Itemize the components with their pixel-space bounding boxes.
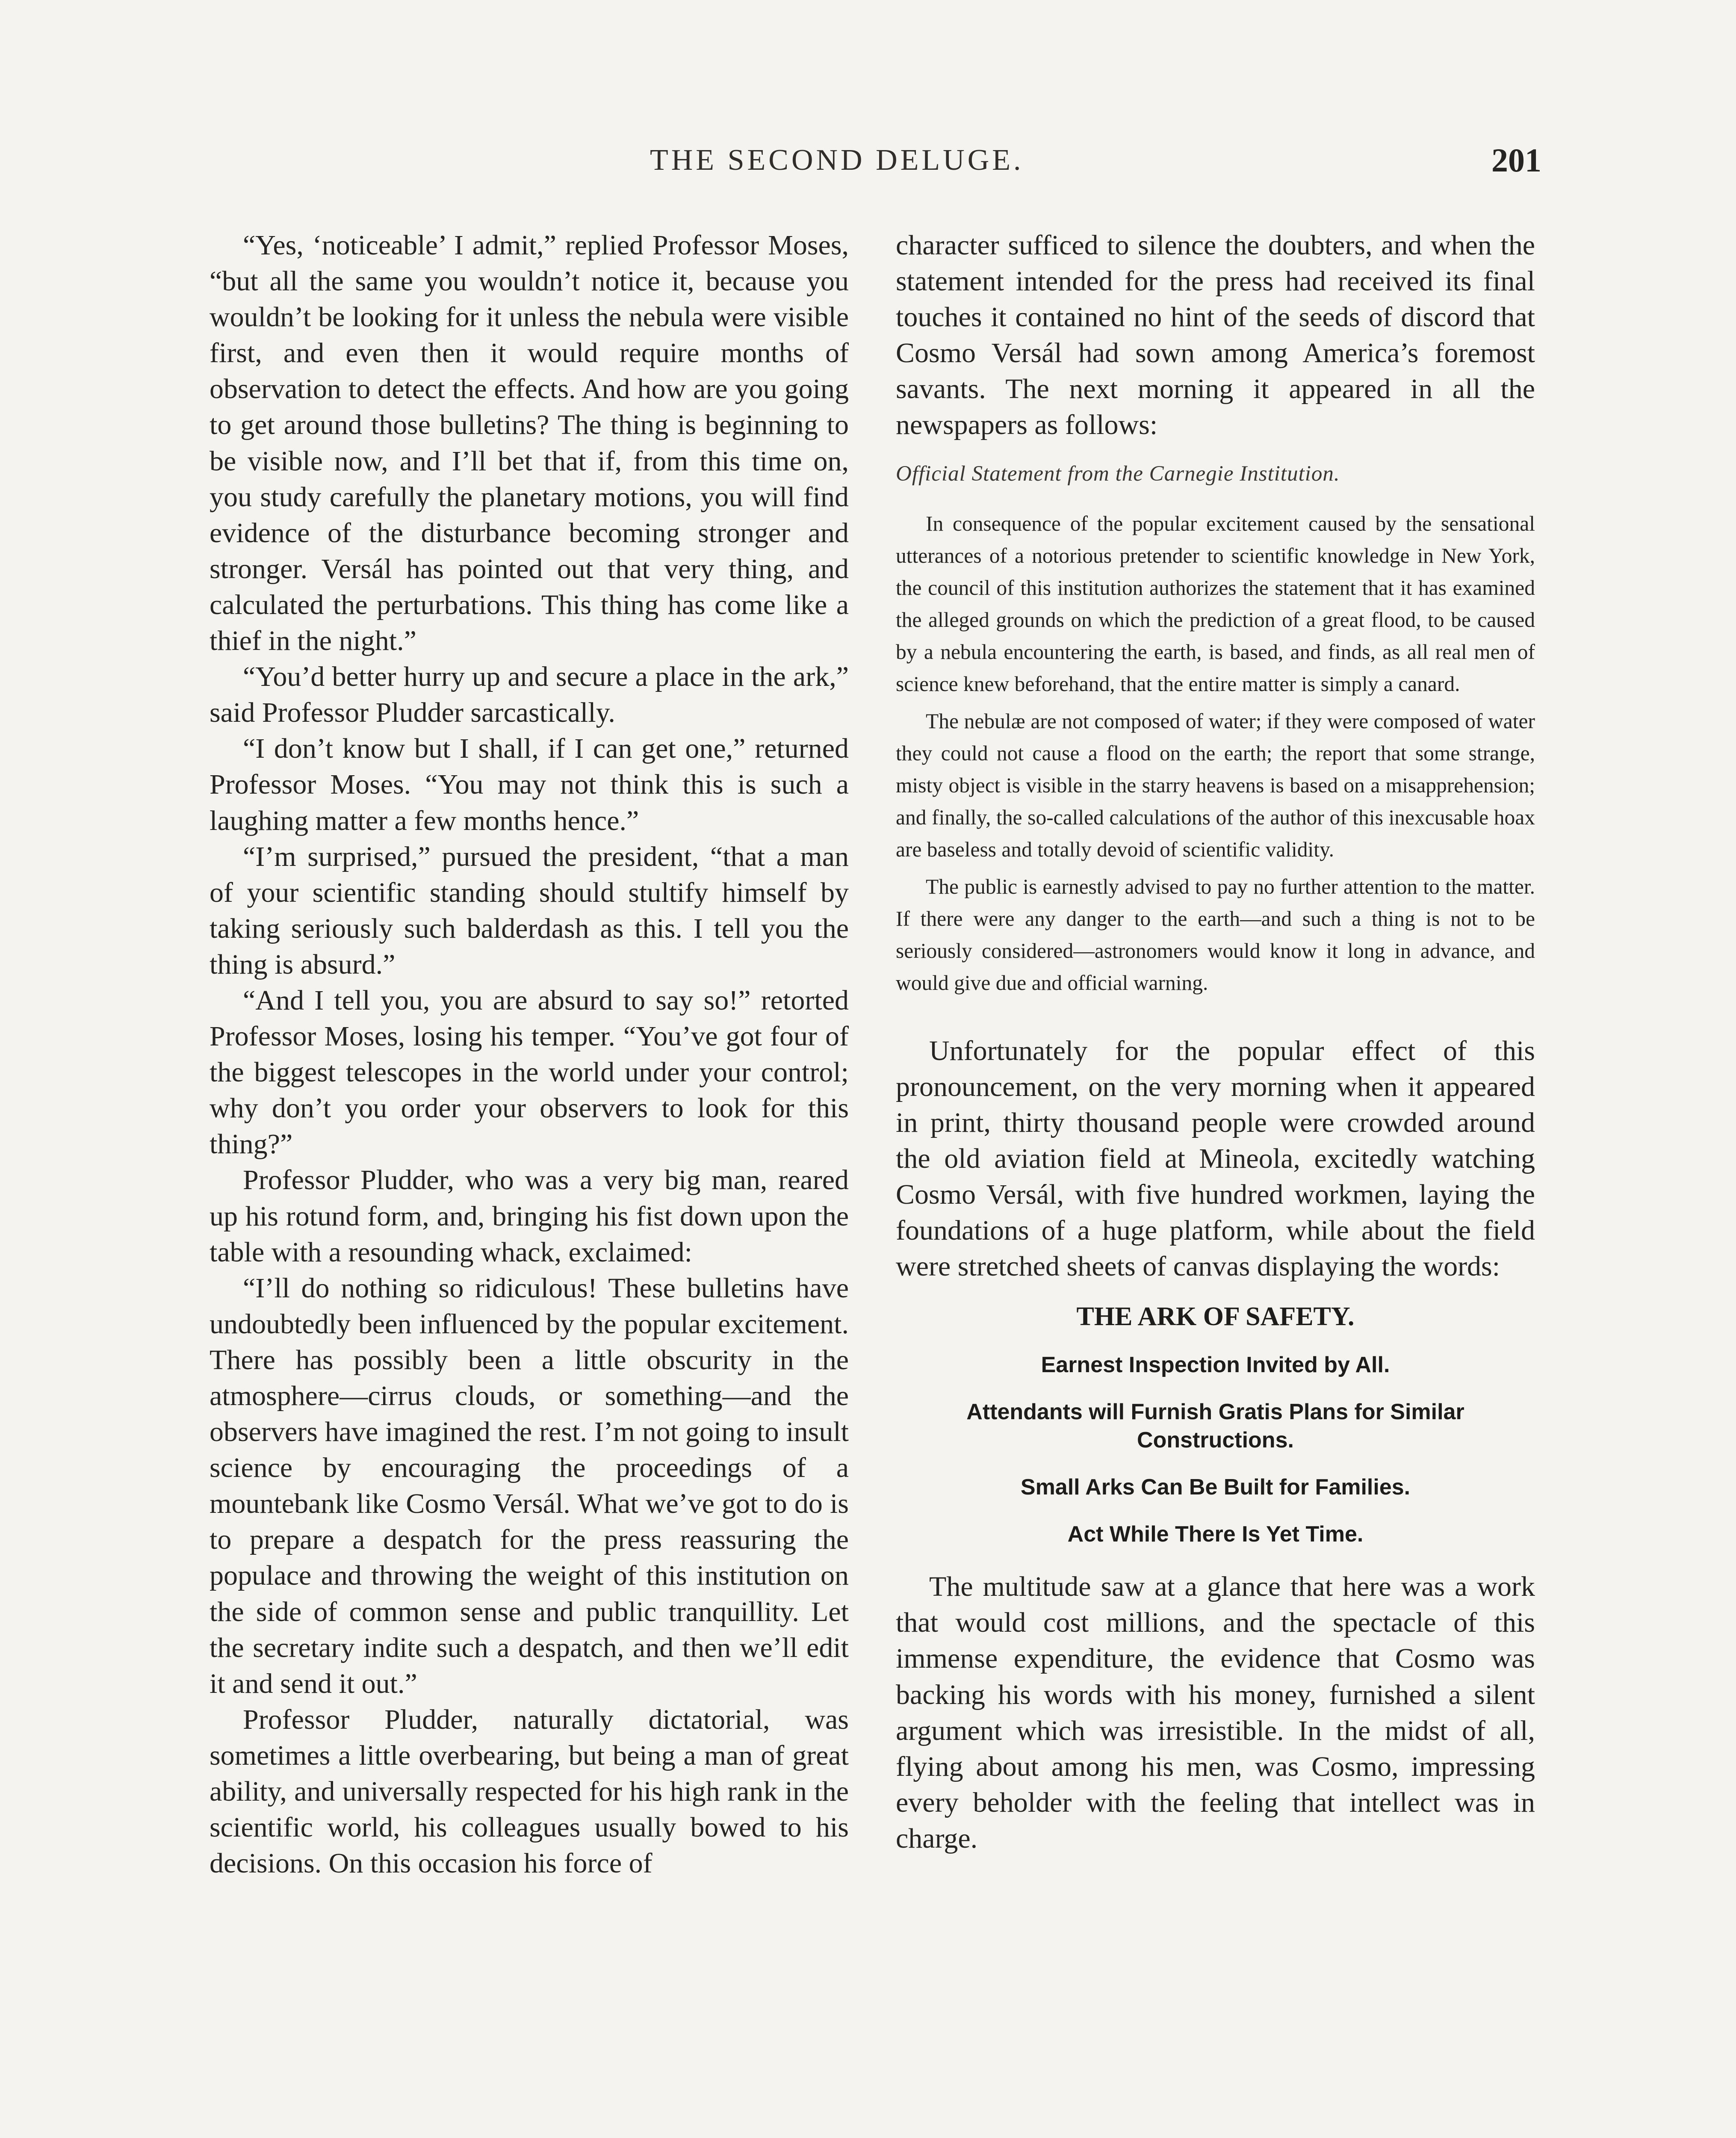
paragraph: “Yes, ‘noticeable’ I admit,” replied Professor Moses, “but all the same you wouldn’t notice it, because you wouldn’t be looking for it unless the nebula were visible first, and even then it would require months of observation to detect the effects. And how are you going to get around those bulletins? The thing is beginning to be visible now, and I’ll bet that if, from this time on, you study carefully the planetary motions, you will find evidence of the disturbance becoming stronger and stronger. Versál has pointed out that very thing, and calculated the perturbations. This thing has come like a thief in the night.” [210, 230, 849, 657]
page-number: 201 [1491, 142, 1541, 179]
sign-title: THE ARK OF SAFETY. [1076, 1302, 1355, 1332]
spacer [896, 999, 1535, 1033]
paragraph: Unfortunately for the popular effect of this pronouncement, on the very morning when it appeared in print, thirty thousand people were crowded around the old aviation field at Mineola, excitedly watching Cosmo Versál, with five hundred workmen, laying the foundations of a huge platform, while about the field were stretched sheets of canvas displaying the words: [896, 1035, 1535, 1282]
paragraph: The multitude saw at a glance that here was a work that would cost millions, and the spectacle of this immense expenditure, the evidence that Cosmo was backing his words with his money, furnished a silent argument which was irresistible. In the midst of all, flying about among his men, was Cosmo, impressing every beholder with the feeling that intellect was in charge. [896, 1571, 1535, 1854]
canvas-sign [896, 1302, 1535, 1548]
paragraph: “I’ll do nothing so ridiculous! These bulletins have undoubtedly been influenced by the popular excitement. There has possibly been a little obscurity in the atmosphere—cirrus clouds, or something—and the observers have imagined the rest. I’m not going to insult science by encouraging the proceedings of a mountebank like Cosmo Versál. What we’ve got to do is to prepare a despatch for the press reassuring the populace and throwing the weight of this institution on the side of common sense and public tranquillity. Let the secretary indite such a despatch, and then we’ll edit it and send it out.” [210, 1272, 849, 1699]
running-title: THE SECOND DELUGE. [650, 144, 1024, 177]
statement-caption: Official Statement from the Carnegie Institution. [896, 461, 1340, 486]
continued-paragraph: character sufficed to silence the doubters, and when the statement intended for the press had received its final touches it contained no hint of the seeds of discord that Cosmo Versál had sown among America’s foremost savants. The next morning it appeared in all the newspapers as follows: [896, 230, 1535, 441]
paragraph: Professor Pludder, who was a very big man, reared up his rotund form, and, bringing his fist down upon the table with a resounding whack, exclaimed: [210, 1164, 849, 1268]
paragraph: Professor Pludder, naturally dictatorial, was sometimes a little overbearing, but being a man of great ability, and universally respected for his high rank in the scientific world, his colleagues usually bowed to his decisions. On this occasion his force of [210, 1704, 849, 1879]
statement-paragraph: The public is earnestly advised to pay no further attention to the matter. If there were any danger to the earth—and such a thing is not to be seriously considered—astronomers would know it long in advance, and would give due and official warning. [896, 874, 1535, 995]
statement-paragraph: In consequence of the popular excitement caused by the sensational utterances of a notorious pretender to scientific knowledge in New York, the council of this institution authorizes the statement that it has examined the alleged grounds on which the prediction of a great flood, to be caused by a nebula encountering the earth, is based, and finds, as all real men of science knew beforehand, that the entire matter is simply a canard. [896, 511, 1535, 696]
paragraph: “You’d better hurry up and secure a place in the ark,” said Professor Pludder sarcastically. [210, 661, 849, 729]
paragraph: “I don’t know but I shall, if I can get one,” returned Professor Moses. “You may not think this is such a laughing matter a few months hence.” [210, 733, 849, 836]
paragraph: “And I tell you, you are absurd to say so!” retorted Professor Moses, losing his temper. “You’ve got four of the biggest telescopes in the world under your control; why don’t you order your observers to look for this thing?” [210, 984, 849, 1160]
left-column [210, 227, 849, 1881]
paragraph: “I’m surprised,” pursued the president, “that a man of your scientific standing should stultify himself by taking seriously such balderdash as this. I tell you the thing is absurd.” [210, 841, 849, 980]
sign-line: Attendants will Furnish Gratis Plans for Similar Constructions. [966, 1400, 1464, 1453]
sign-line: Earnest Inspection Invited by All. [1041, 1352, 1390, 1378]
sign-line: Small Arks Can Be Built for Families. [1020, 1475, 1411, 1500]
official-statement [896, 508, 1535, 999]
statement-paragraph: The nebulæ are not composed of water; if they were composed of water they could not cause a flood on the earth; the report that some strange, misty object is visible in the starry heavens is based on a misapprehension; and finally, the so-called calculations of the author of this inexcusable hoax are baseless and totally devoid of scientific validity. [896, 709, 1535, 861]
right-column [896, 227, 1535, 1857]
sign-line: Act While There Is Yet Time. [1067, 1522, 1364, 1547]
